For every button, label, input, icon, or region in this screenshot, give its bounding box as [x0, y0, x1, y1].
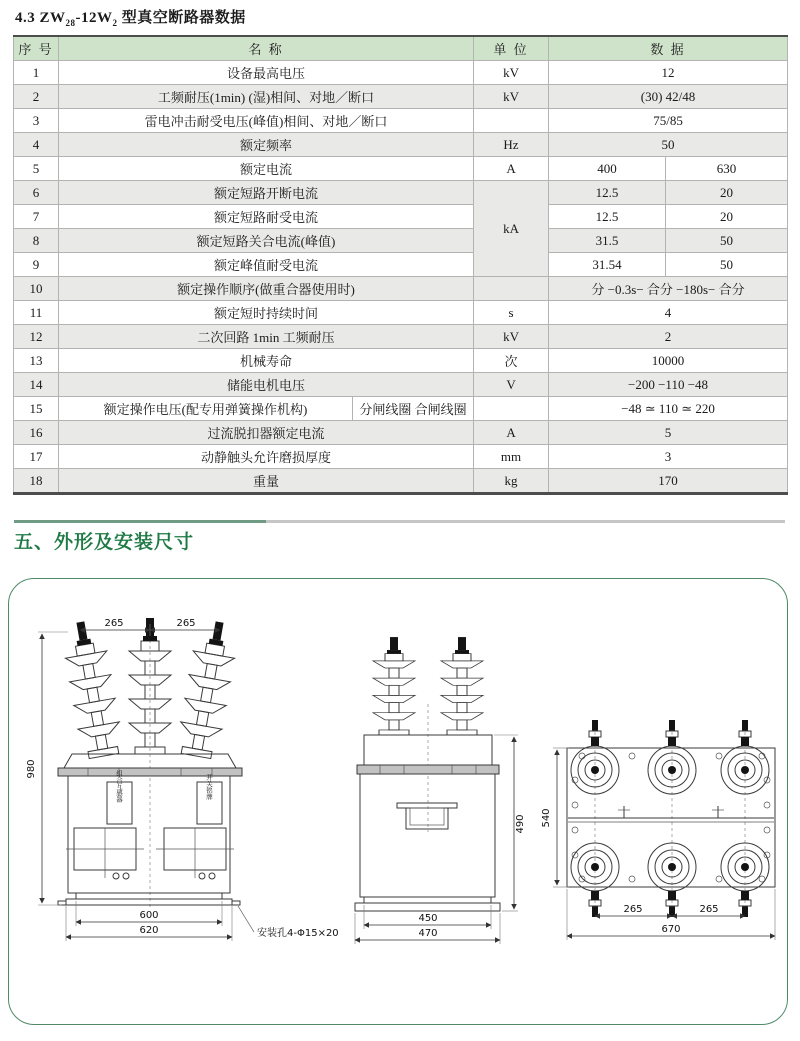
dimension-label: 265 — [699, 904, 719, 915]
cell-no: 18 — [14, 469, 59, 494]
cell-unit: kV — [474, 325, 549, 349]
table-header-row — [14, 36, 788, 61]
cell-unit: A — [474, 421, 549, 445]
cell-name: 过流脱扣器额定电流 — [59, 421, 474, 445]
table-row — [14, 157, 788, 181]
cell-no: 12 — [14, 325, 59, 349]
table-row — [14, 277, 788, 301]
cell-data: 2 — [549, 325, 788, 349]
cell-name: 额定电流 — [59, 157, 474, 181]
cell-data: 12 — [549, 61, 788, 85]
cell-no: 8 — [14, 229, 59, 253]
title-sub1: 28 — [65, 18, 76, 28]
dimension-label: 620 — [139, 925, 159, 936]
cell-no: 3 — [14, 109, 59, 133]
table-row — [14, 325, 788, 349]
cell-data: 170 — [549, 469, 788, 494]
table-row — [14, 181, 788, 205]
table-row — [14, 373, 788, 397]
cell-no: 4 — [14, 133, 59, 157]
title-sub2: 2 — [112, 18, 118, 28]
table-row — [14, 133, 788, 157]
cell-name: 额定峰值耐受电流 — [59, 253, 474, 277]
cell-name: 额定短时持续时间 — [59, 301, 474, 325]
cell-data-b: 20 — [666, 181, 788, 205]
dimension-label: 450 — [418, 913, 438, 924]
cell-no: 11 — [14, 301, 59, 325]
cell-data: 分 −0.3s− 合分 −180s− 合分 — [549, 277, 788, 301]
cell-name: 额定操作顺序(做重合器使用时) — [59, 277, 474, 301]
header-unit: 单 位 — [474, 36, 549, 61]
cell-data-a: 31.5 — [549, 229, 666, 253]
cell-unit: Hz — [474, 133, 549, 157]
title-suffix: 型真空断路器数据 — [117, 10, 246, 26]
cell-name: 额定频率 — [59, 133, 474, 157]
spec-table — [13, 35, 788, 495]
header-data: 数 据 — [549, 36, 788, 61]
dimension-label: 540 — [541, 808, 552, 828]
table-row — [14, 421, 788, 445]
mounting-hole-note: 安装孔4-Φ15×20 — [257, 928, 339, 939]
cell-data-a: 31.54 — [549, 253, 666, 277]
cell-unit — [474, 397, 549, 421]
cell-name: 工频耐压(1min) (湿)相间、对地／断口 — [59, 85, 474, 109]
cell-name: 动静触头允许磨损厚度 — [59, 445, 474, 469]
section-title: 五、外形及安装尺寸 — [14, 532, 195, 553]
cell-data: 4 — [549, 301, 788, 325]
table-row — [14, 301, 788, 325]
page-title — [15, 6, 246, 28]
cell-name: 二次回路 1min 工频耐压 — [59, 325, 474, 349]
front-view — [26, 618, 339, 941]
cell-data-a: 400 — [549, 157, 666, 181]
cell-name: 雷电冲击耐受电压(峰值)相间、对地／断口 — [59, 109, 474, 133]
spec-table-body — [14, 61, 788, 494]
cell-name: 额定短路耐受电流 — [59, 205, 474, 229]
cell-no: 9 — [14, 253, 59, 277]
cell-no: 14 — [14, 373, 59, 397]
dimension-label: 670 — [661, 924, 681, 935]
cell-name: 额定短路关合电流(峰值) — [59, 229, 474, 253]
header-name: 名 称 — [59, 36, 474, 61]
cell-unit: kA — [474, 181, 549, 277]
table-row — [14, 205, 788, 229]
cell-name: 重量 — [59, 469, 474, 494]
cell-data-b: 630 — [666, 157, 788, 181]
cell-unit — [474, 277, 549, 301]
cell-unit — [474, 109, 549, 133]
cell-unit: 次 — [474, 349, 549, 373]
cell-no: 17 — [14, 445, 59, 469]
outline-drawings — [12, 584, 786, 1020]
cell-no: 13 — [14, 349, 59, 373]
title-mid: -12W — [75, 10, 113, 26]
cell-unit: A — [474, 157, 549, 181]
cell-data: 75/85 — [549, 109, 788, 133]
cell-data-b: 50 — [666, 253, 788, 277]
title-prefix: 4.3 ZW — [15, 10, 66, 26]
cell-data: −200 −110 −48 — [549, 373, 788, 397]
cell-unit: s — [474, 301, 549, 325]
cell-name: 额定操作电压(配专用弹簧操作机构) — [59, 397, 353, 421]
table-row — [14, 349, 788, 373]
cell-data-a: 12.5 — [549, 205, 666, 229]
cell-no: 1 — [14, 61, 59, 85]
cell-unit: V — [474, 373, 549, 397]
cell-name: 额定短路开断电流 — [59, 181, 474, 205]
dimension-label: 265 — [176, 618, 196, 629]
dimension-label: 980 — [26, 759, 37, 779]
cell-name: 储能电机电压 — [59, 373, 474, 397]
cell-data-b: 50 — [666, 229, 788, 253]
table-row — [14, 253, 788, 277]
table-row — [14, 469, 788, 494]
cell-data: 50 — [549, 133, 788, 157]
table-row — [14, 85, 788, 109]
cell-name: 机械寿命 — [59, 349, 474, 373]
header-no: 序 号 — [14, 36, 59, 61]
cell-no: 16 — [14, 421, 59, 445]
cell-unit: mm — [474, 445, 549, 469]
cell-data: −48 ≃ 110 ≃ 220 — [549, 397, 788, 421]
cell-no: 7 — [14, 205, 59, 229]
section-divider — [14, 520, 785, 523]
side-view — [355, 637, 526, 944]
dimension-label: 265 — [104, 618, 124, 629]
cell-data-a: 12.5 — [549, 181, 666, 205]
plate-label-right: 开关铭牌 — [205, 774, 213, 800]
cell-name: 设备最高电压 — [59, 61, 474, 85]
cell-data: 5 — [549, 421, 788, 445]
cell-no: 5 — [14, 157, 59, 181]
dimension-label: 265 — [623, 904, 643, 915]
cell-data: 10000 — [549, 349, 788, 373]
cell-data-b: 20 — [666, 205, 788, 229]
cell-no: 10 — [14, 277, 59, 301]
top-view — [541, 720, 775, 940]
cell-unit: kV — [474, 85, 549, 109]
table-row — [14, 109, 788, 133]
cell-no: 6 — [14, 181, 59, 205]
dimension-label: 600 — [139, 910, 159, 921]
table-row — [14, 61, 788, 85]
cell-no: 2 — [14, 85, 59, 109]
cell-no: 15 — [14, 397, 59, 421]
table-row — [14, 397, 788, 421]
plate-label-left: 组合互感器 — [115, 769, 123, 803]
table-row — [14, 229, 788, 253]
dimension-label: 490 — [515, 814, 526, 834]
dimension-label: 470 — [418, 928, 438, 939]
table-row — [14, 445, 788, 469]
cell-data: 3 — [549, 445, 788, 469]
cell-unit: kg — [474, 469, 549, 494]
cell-data: (30) 42/48 — [549, 85, 788, 109]
cell-name-sub: 分闸线圈 合闸线圈 — [353, 397, 474, 421]
cell-unit: kV — [474, 61, 549, 85]
